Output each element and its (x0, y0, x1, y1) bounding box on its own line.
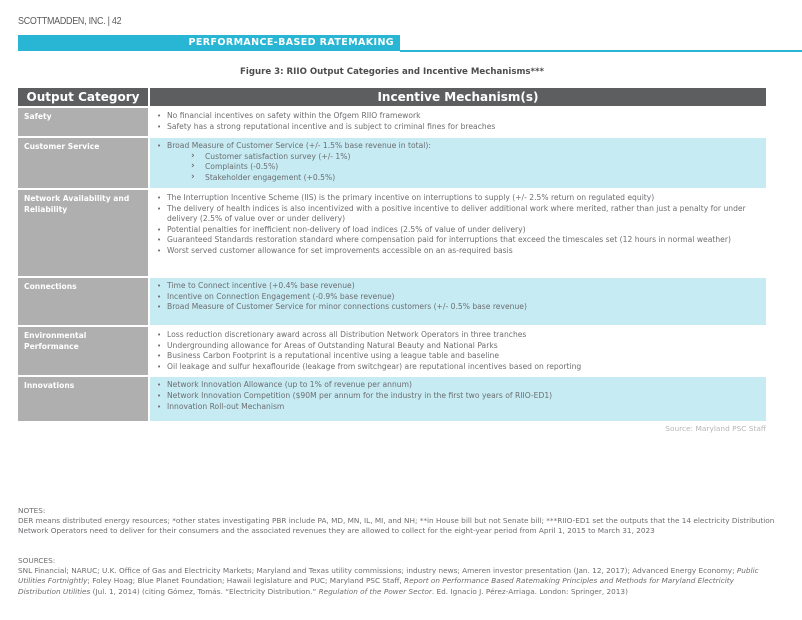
column-header-output-category: Output Category (18, 88, 149, 107)
list-item: • Loss reduction discretionary award across all Distribution Network Operators in three tranches (157, 330, 760, 341)
mechanism-list (157, 330, 760, 372)
sub-list-item: › Stakeholder engagement (+0.5%) (191, 173, 760, 184)
page-header: SCOTTMADDEN, INC. | 42 (18, 15, 122, 27)
sources-italic-title: Regulation of the Power Sector (318, 586, 432, 596)
section-title: PERFORMANCE-BASED RATEMAKING (188, 37, 394, 48)
riio-table (18, 88, 766, 421)
table-row (18, 277, 766, 326)
mechanism-cell (149, 277, 766, 326)
table-header-row (18, 88, 766, 107)
table-row (18, 376, 766, 421)
mechanism-cell (149, 189, 766, 277)
list-item: • Safety has a strong reputational incentive and is subject to criminal fines for breaches (157, 122, 760, 133)
list-item: • Oil leakage and sulfur hexaflouride (leakage from switchgear) are reputational incentives based on reporting (157, 362, 760, 373)
mechanism-cell (149, 376, 766, 421)
category-cell: Network Availability and Reliability (18, 189, 149, 277)
figure-title (0, 67, 802, 77)
list-item: • Worst served customer allowance for set improvements accessible on an as-required basis (157, 246, 760, 257)
table-row (18, 137, 766, 189)
mechanism-list (157, 281, 760, 313)
sources-italic-title: Public Utilities Fortnightly (18, 566, 759, 586)
list-item: • Broad Measure of Customer Service for minor connections customers (+/- 0.5% base revenue) (157, 302, 760, 313)
list-item-text: Broad Measure of Customer Service (+/- 1.5% base revenue in total): (167, 141, 431, 150)
list-item: • Incentive on Connection Engagement (-0.9% base revenue) (157, 292, 760, 303)
banner-rule (400, 50, 802, 52)
list-item: • The delivery of health indices is also incentivized with a positive incentive to deliver additional work where merited, rather than just a penalty for under delivery (2.5% of value over or under delivery) (157, 204, 760, 225)
table-row (18, 107, 766, 137)
list-item: • Time to Connect incentive (+0.4% base revenue) (157, 281, 760, 292)
list-item: • Business Carbon Footprint is a reputational incentive using a league table and baseline (157, 351, 760, 362)
sources-italic-title: Report on Performance Based Ratemaking Principles and Methods for Maryland Electricity Distribution Utilities (18, 576, 734, 596)
mechanism-list (157, 141, 760, 183)
mechanism-cell (149, 107, 766, 137)
list-item: • Innovation Roll-out Mechanism (157, 402, 760, 413)
sub-list-item: › Customer satisfaction survey (+/- 1%) (191, 152, 760, 163)
sources-section (18, 556, 778, 597)
table-row (18, 326, 766, 376)
notes-text: DER means distributed energy resources; *other states investigating PBR include PA, MD, MN, IL, MI, and NH; **in House bill but not Senate bill; ***RIIO-ED1 set the outputs that the 14 electricity Distribution Network Operators need to deliver for their consumers and the associated revenues they are allowed to collect for the eight-year period from April 1, 2015 to March 31, 2023 (18, 516, 775, 536)
list-item (157, 141, 760, 183)
category-cell: Customer Service (18, 137, 149, 189)
sources-text-part: SNL Financial; NARUC; U.K. Office of Gas and Electricity Markets; Maryland and Texas utility commissions; industry news; Ameren investor presentation (Jan. 12, 2017); Advanced Energy Economy; (18, 566, 737, 576)
sources-label: SOURCES: (18, 556, 56, 565)
figure-title-text: Figure 3: RIIO Output Categories and Incentive Mechanisms*** (240, 67, 544, 77)
category-cell: Safety (18, 107, 149, 137)
mechanism-cell (149, 326, 766, 376)
sources-text-part: . Ed. Ignacio J. Pérez-Arriaga. London: Springer, 2013) (431, 586, 628, 596)
table-row (18, 189, 766, 277)
notes-label: NOTES: (18, 506, 46, 515)
mechanism-list (157, 111, 760, 132)
section-banner (18, 35, 400, 51)
list-item: • No financial incentives on safety within the Ofgem RIIO framework (157, 111, 760, 122)
table-source-note: Source: Maryland PSC Staff (665, 424, 766, 433)
list-item: • Potential penalties for inefficient non-delivery of load indices (2.5% of value of under delivery) (157, 225, 760, 236)
list-item: • Guaranteed Standards restoration standard where compensation paid for interruptions that exceed the timescales set (12 hours in normal weather) (157, 235, 760, 246)
sources-text-part: (Jul. 1, 2014) (citing Gómez, Tomás. “Electricity Distribution.” (90, 586, 319, 596)
category-cell: Innovations (18, 376, 149, 421)
list-item: • The Interruption Incentive Scheme (IIS) is the primary incentive on interruptions to supply (+/- 2.5% return on regulated equity) (157, 193, 760, 204)
category-cell: Environmental Performance (18, 326, 149, 376)
list-item: • Network Innovation Allowance (up to 1% of revenue per annum) (157, 380, 760, 391)
mechanism-list (157, 193, 760, 257)
sources-text (18, 566, 759, 595)
notes-section (18, 506, 778, 537)
sub-list-item: › Complaints (-0.5%) (191, 162, 760, 173)
list-item: • Network Innovation Competition ($90M per annum for the industry in the first two years of RIIO-ED1) (157, 391, 760, 402)
sources-text-part: ; Foley Hoag; Blue Planet Foundation; Hawaii legislature and PUC; Maryland PSC Staff, (87, 576, 405, 586)
mechanism-list (157, 380, 760, 412)
column-header-incentive-mechanisms: Incentive Mechanism(s) (149, 88, 766, 107)
sub-list (167, 152, 760, 184)
category-cell: Connections (18, 277, 149, 326)
mechanism-cell (149, 137, 766, 189)
list-item: • Undergrounding allowance for Areas of Outstanding Natural Beauty and National Parks (157, 341, 760, 352)
table-body (18, 107, 766, 421)
